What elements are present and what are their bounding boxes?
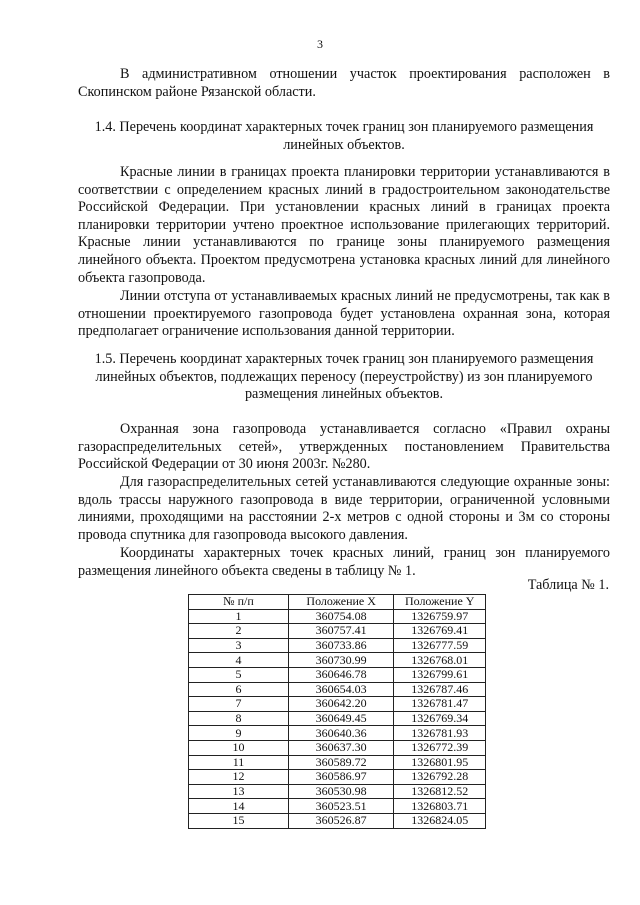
table-row [189,740,486,755]
cell-number: 3 [189,638,289,653]
cell-x: 360642.20 [288,697,393,712]
cell-number: 6 [189,682,289,697]
cell-y: 1326781.47 [394,697,486,712]
table-row [189,667,486,682]
cell-number: 8 [189,711,289,726]
cell-number: 14 [189,799,289,814]
cell-x: 360526.87 [288,813,393,828]
cell-x: 360730.99 [288,653,393,668]
cell-x: 360589.72 [288,755,393,770]
table-row [189,653,486,668]
section-1-4-heading: 1.4. Перечень координат характерных точек границ зон планируемого размещения линейных объектов. [94,119,594,153]
cell-y: 1326769.34 [394,711,486,726]
cell-number: 11 [189,755,289,770]
cell-y: 1326769.41 [394,624,486,639]
cell-number: 15 [189,813,289,828]
cell-number: 2 [189,624,289,639]
page-number: 3 [317,37,323,51]
table-row [189,813,486,828]
cell-y: 1326799.61 [394,667,486,682]
cell-y: 1326824.05 [394,813,486,828]
cell-number: 7 [189,697,289,712]
cell-number: 13 [189,784,289,799]
cell-number: 10 [189,740,289,755]
cell-y: 1326812.52 [394,784,486,799]
column-header-x: Положение X [288,595,393,610]
table-header-row [189,595,486,610]
cell-number: 12 [189,770,289,785]
cell-x: 360654.03 [288,682,393,697]
section-1-5-paragraph-3: Координаты характерных точек красных линий, границ зон планируемого размещения линейного объекта сведены в таблицу № 1. [78,545,610,579]
section-1-5-paragraph-2: Для газораспределительных сетей устанавливаются следующие охранные зоны: вдоль трассы наружного газопровода в виде территории, ограниченной условными линиями, проходящими на расстоянии 2-х метров с одной стороны и 3м со стороны провода спутника для газопровода высокого давления. [78,474,610,543]
table-caption: Таблица № 1. [527,577,609,593]
cell-x: 360640.36 [288,726,393,741]
table-row [189,682,486,697]
cell-y: 1326768.01 [394,653,486,668]
cell-y: 1326777.59 [394,638,486,653]
table-row [189,609,486,624]
table-row [189,697,486,712]
cell-x: 360754.08 [288,609,393,624]
table-row [189,799,486,814]
cell-y: 1326781.93 [394,726,486,741]
section-1-5-heading: 1.5. Перечень координат характерных точек границ зон планируемого размещения линейных объектов, подлежащих переносу (переустройству) из зон планируемого размещения линейных объектов. [94,351,594,403]
table-row [189,711,486,726]
cell-y: 1326792.28 [394,770,486,785]
intro-paragraph: В административном отношении участок проектирования расположен в Скопинском районе Рязанской области. [78,66,610,100]
cell-number: 1 [189,609,289,624]
cell-x: 360757.41 [288,624,393,639]
section-1-4-paragraph-2: Линии отступа от устанавливаемых красных линий не предусмотрены, так как в отношении проектируемого газопровода будет установлена охранная зона, которая предполагает ограничение использования данной территории. [78,288,610,340]
column-header-number: № п/п [189,595,289,610]
table-row [189,726,486,741]
cell-x: 360637.30 [288,740,393,755]
cell-x: 360649.45 [288,711,393,726]
coordinates-table [188,594,486,829]
cell-number: 5 [189,667,289,682]
cell-y: 1326801.95 [394,755,486,770]
cell-x: 360646.78 [288,667,393,682]
table-row [189,638,486,653]
cell-y: 1326803.71 [394,799,486,814]
section-1-5-paragraph-1: Охранная зона газопровода устанавливается согласно «Правил охраны газораспределительных сетей», утвержденных постановлением Правительства Российской Федерации от 30 июня 2003г. №280. [78,421,610,473]
cell-x: 360733.86 [288,638,393,653]
cell-y: 1326759.97 [394,609,486,624]
table-row [189,784,486,799]
cell-x: 360523.51 [288,799,393,814]
cell-x: 360586.97 [288,770,393,785]
table-row [189,755,486,770]
column-header-y: Положение Y [394,595,486,610]
cell-number: 9 [189,726,289,741]
cell-y: 1326787.46 [394,682,486,697]
table-row [189,770,486,785]
section-1-4-paragraph-1: Красные линии в границах проекта планировки территории устанавливаются в соответствии с определением красных линий в градостроительном законодательстве Российской Федерации. При установлении красных линий в границах проекта планировки территории учтено проектное использование прилегающих территорий. Красные линии устанавливаются по границе зоны планируемого размещения линейного объекта. Проектом предусмотрена установка красных линий для линейного объекта газопровода. [78,164,610,286]
cell-x: 360530.98 [288,784,393,799]
cell-number: 4 [189,653,289,668]
table-row [189,624,486,639]
table-body [189,609,486,828]
cell-y: 1326772.39 [394,740,486,755]
